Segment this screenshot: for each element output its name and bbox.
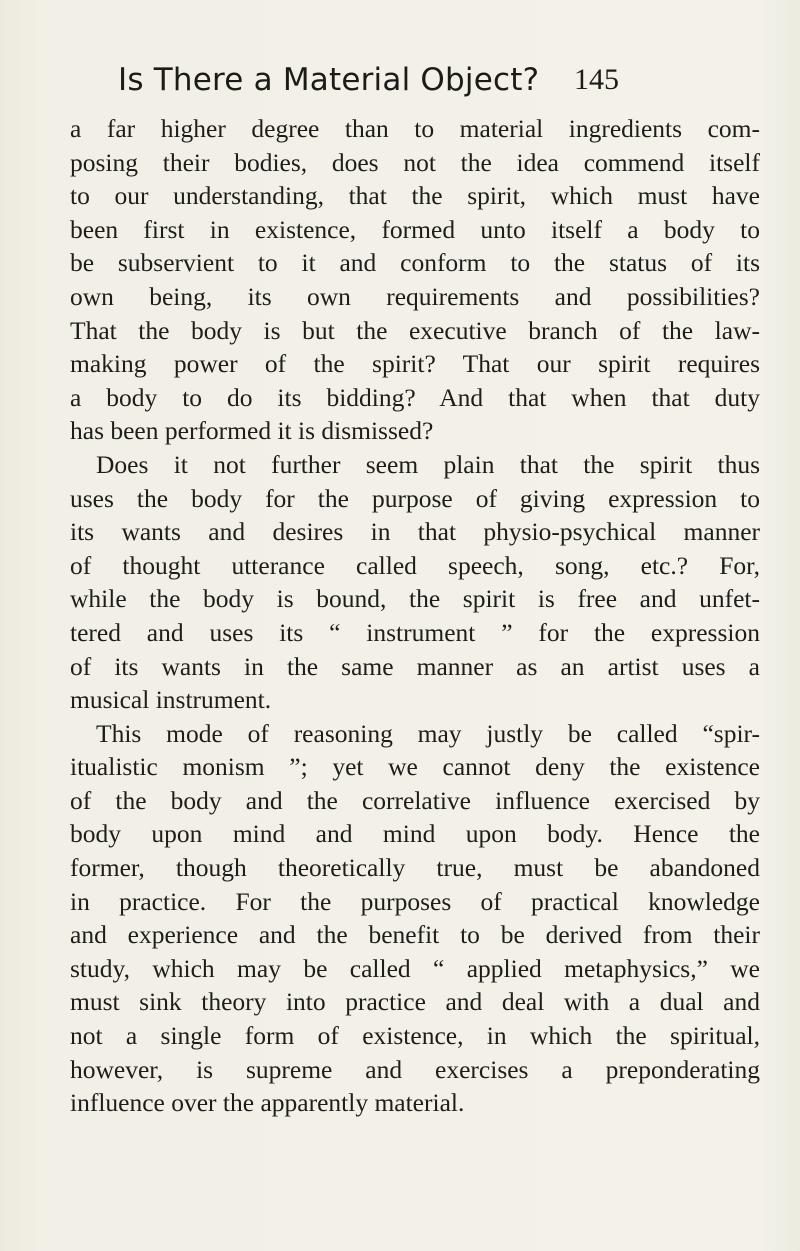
text-line: own being, its own requirements and possibilities?: [70, 281, 760, 311]
text-line: of its wants in the same manner as an artist uses a: [70, 651, 760, 681]
paragraph-end-line: influence over the apparently material.: [70, 1088, 465, 1118]
text-line: That the body is but the executive branch of the law-: [70, 315, 760, 345]
text-line: however, is supreme and exercises a preponderating: [70, 1054, 760, 1084]
body-text: [70, 112, 760, 1120]
text-line: its wants and desires in that physio-psychical manner: [70, 517, 760, 547]
text-line: must sink theory into practice and deal with a dual and: [70, 987, 760, 1017]
text-line: tered and uses its “ instrument ” for the expression: [70, 617, 760, 647]
text-line: a body to do its bidding? And that when that duty: [70, 382, 760, 412]
text-line: not a single form of existence, in which the spiritual,: [70, 1021, 760, 1051]
text-line: making power of the spirit? That our spirit requires: [70, 349, 760, 379]
text-line: in practice. For the purposes of practical knowledge: [70, 886, 760, 916]
running-title: Is There a Material Object?: [118, 62, 540, 98]
text-line: body upon mind and mind upon body. Hence the: [70, 819, 760, 849]
paragraph-end-line: musical instrument.: [70, 685, 272, 715]
text-line: of thought utterance called speech, song, etc.? For,: [70, 550, 760, 580]
text-line: former, though theoretically true, must be abandoned: [70, 853, 760, 883]
running-header: [70, 62, 760, 106]
paragraph-end-line: has been performed it is dismissed?: [70, 416, 434, 446]
text-line: uses the body for the purpose of giving expression to: [70, 483, 760, 513]
paragraph-start-line: Does it not further seem plain that the spirit thus: [96, 449, 760, 479]
text-line: and experience and the benefit to be derived from their: [70, 920, 760, 950]
text-line: to our understanding, that the spirit, which must have: [70, 181, 760, 211]
paragraph-start-line: This mode of reasoning may justly be called “spir-: [96, 718, 760, 748]
text-line: while the body is bound, the spirit is free and unfet-: [70, 584, 760, 614]
page-number: 145: [574, 63, 619, 96]
text-line: be subservient to it and conform to the status of its: [70, 248, 760, 278]
text-line: itualistic monism ”; yet we cannot deny the existence: [70, 752, 760, 782]
text-line: study, which may be called “ applied metaphysics,” we: [70, 953, 760, 983]
text-line: posing their bodies, does not the idea commend itself: [70, 147, 760, 177]
text-line: a far higher degree than to material ingredients com-: [70, 114, 760, 143]
text-line: of the body and the correlative influence exercised by: [70, 785, 760, 815]
text-line: been first in existence, formed unto itself a body to: [70, 214, 760, 244]
